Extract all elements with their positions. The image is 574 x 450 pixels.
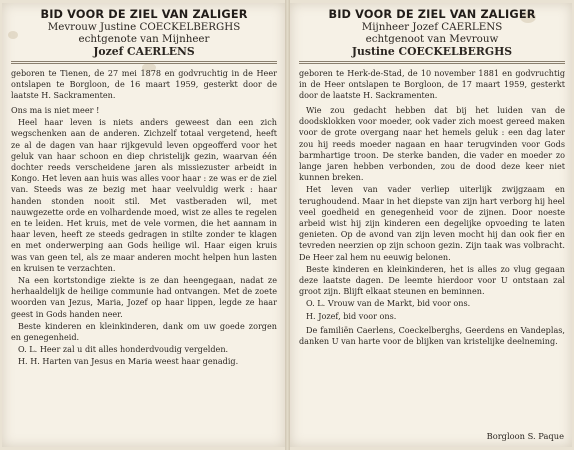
left-intro: geboren te Tienen, de 27 mei 1878 en godvruchtig in de Heer ontslapen te Borgloon, de 16 maart 1959, gesterkt door de laatste H. Sackramenten. xyxy=(11,68,277,100)
memorial-card-left xyxy=(2,3,285,447)
right-name-line2: echtgenoot van Mevrouw xyxy=(365,33,499,45)
right-divider xyxy=(299,61,565,64)
right-paragraph: Beste kinderen en kleinkinderen, het is alles zo vlug gegaan deze laatste dagen. De leemte hierdoor voor U ontstaan zal groot zijn. Blijft elkaat steunen en beminnen. xyxy=(299,263,565,297)
right-paragraph: Wie zou gedacht hebben dat bij het luiden van de doodsklokken voor moeder, ook vader zich moest gereed maken voor de grote overgang naar het hemels geluk : een dag later zou hij reeds moeder nagaan en haar terugvinden voor Gods barmhartige troon. De sterke banden, die vader en moeder zo lange jaren hebben verbonden, zou de dood deze keer niet kunnen breken. xyxy=(299,105,565,183)
right-intro: geboren te Herk-de-Stad, de 10 november 1881 en godvruchtig in de Heer ontslapen te Borgloon, de 17 maart 1959, gesterkt door de laatste H. Sackramenten. xyxy=(299,68,565,100)
right-name-line1: Mijnheer Jozef CAERLENS xyxy=(361,21,503,33)
left-paragraph: Na een kortstondige ziekte is ze dan heengegaan, nadat ze herhaaldelijk de heilige communie had ontvangen. Met de zoete woorden van Jezus, Maria, Jozef op haar lippen, legde ze haar geest in Gods handen neer. xyxy=(11,275,277,319)
left-divider xyxy=(11,61,277,64)
printer-signature: Borgloon S. Paque xyxy=(486,431,564,441)
right-name-line3: Justine COECKELBERGHS xyxy=(351,45,513,58)
right-paragraph: Het leven van vader verliep uiterlijk zwijgzaam en terughoudend. Maar in het diepste van zijn hart verborg hij heel veel goedheid en genegenheid voor de zijnen. Door noeste arbeid wist hij zijn kinderen een degelijke opvoeding te laten genieten. Op de avond van zijn leven mocht hij dan ook fier en tevreden neerzien op zijn schoon gezin. Zijn taak was volbracht. De Heer zal hem nu eeuwig belonen. xyxy=(299,184,565,262)
right-header: BID VOOR DE ZIEL VAN ZALIGER xyxy=(328,8,536,21)
left-name-line2: echtgenote van Mijnheer xyxy=(78,33,210,45)
right-text-column xyxy=(299,8,565,442)
right-body xyxy=(299,105,565,347)
right-paragraph: O. L. Vrouw van de Markt, bid voor ons. xyxy=(306,298,471,309)
left-body xyxy=(11,105,277,368)
left-name-line1: Mevrouw Justine COECKELBERGHS xyxy=(47,21,241,33)
memorial-card-right xyxy=(290,3,572,447)
left-paragraph: Ons ma is niet meer ! xyxy=(11,105,100,115)
left-paragraph: O. L. Heer zal u dit alles honderdvoudig vergelden. xyxy=(18,344,229,355)
left-paragraph: Beste kinderen en kleinkinderen, dank om uw goede zorgen en genegenheid. xyxy=(11,320,277,343)
left-paragraph: H. H. Harten van Jesus en Maria weest haar genadig. xyxy=(18,356,239,367)
right-paragraph: H. Jozef, bid voor ons. xyxy=(306,310,397,321)
left-name-line3: Jozef CAERLENS xyxy=(93,45,195,58)
right-paragraph: De familiën Caerlens, Coeckelberghs, Geerdens en Vandeplas, danken U van harte voor de blijken van kristelijke deelneming. xyxy=(299,324,565,347)
left-paragraph: Heel haar leven is niets anders geweest dan een zich wegschenken aan de anderen. Zichzelf totaal vergetend, heeft ze al de dagen van haar rijkgevuld leven opgeofferd voor het geluk van haar schoon en diep christelijk gezin, waarvan één dochter reeds verscheidene jaren als missiezuster arbeidt in Kongo. Het leven aan huis was alles voor haar : ze was er de ziel van. Steeds was ze bezig met haar veelvuldig werk : haar handen stonden nooit stil. Met vastberaden wil, met nauwgezette orde en volhardende moed, wist ze alles te regelen en te leiden. Het kruis, met de vele vormen, die het aannam in haar leven, heeft ze steeds gedragen in stilte zonder te klagen en met onderwerping aan Gods heilige wil. Haar eigen kruis was van geen tel, als ze maar anderen mocht helpen hun lasten en kruisen te verzachten. xyxy=(11,117,277,273)
left-header: BID VOOR DE ZIEL VAN ZALIGER xyxy=(40,8,248,21)
left-text-column xyxy=(11,8,277,442)
